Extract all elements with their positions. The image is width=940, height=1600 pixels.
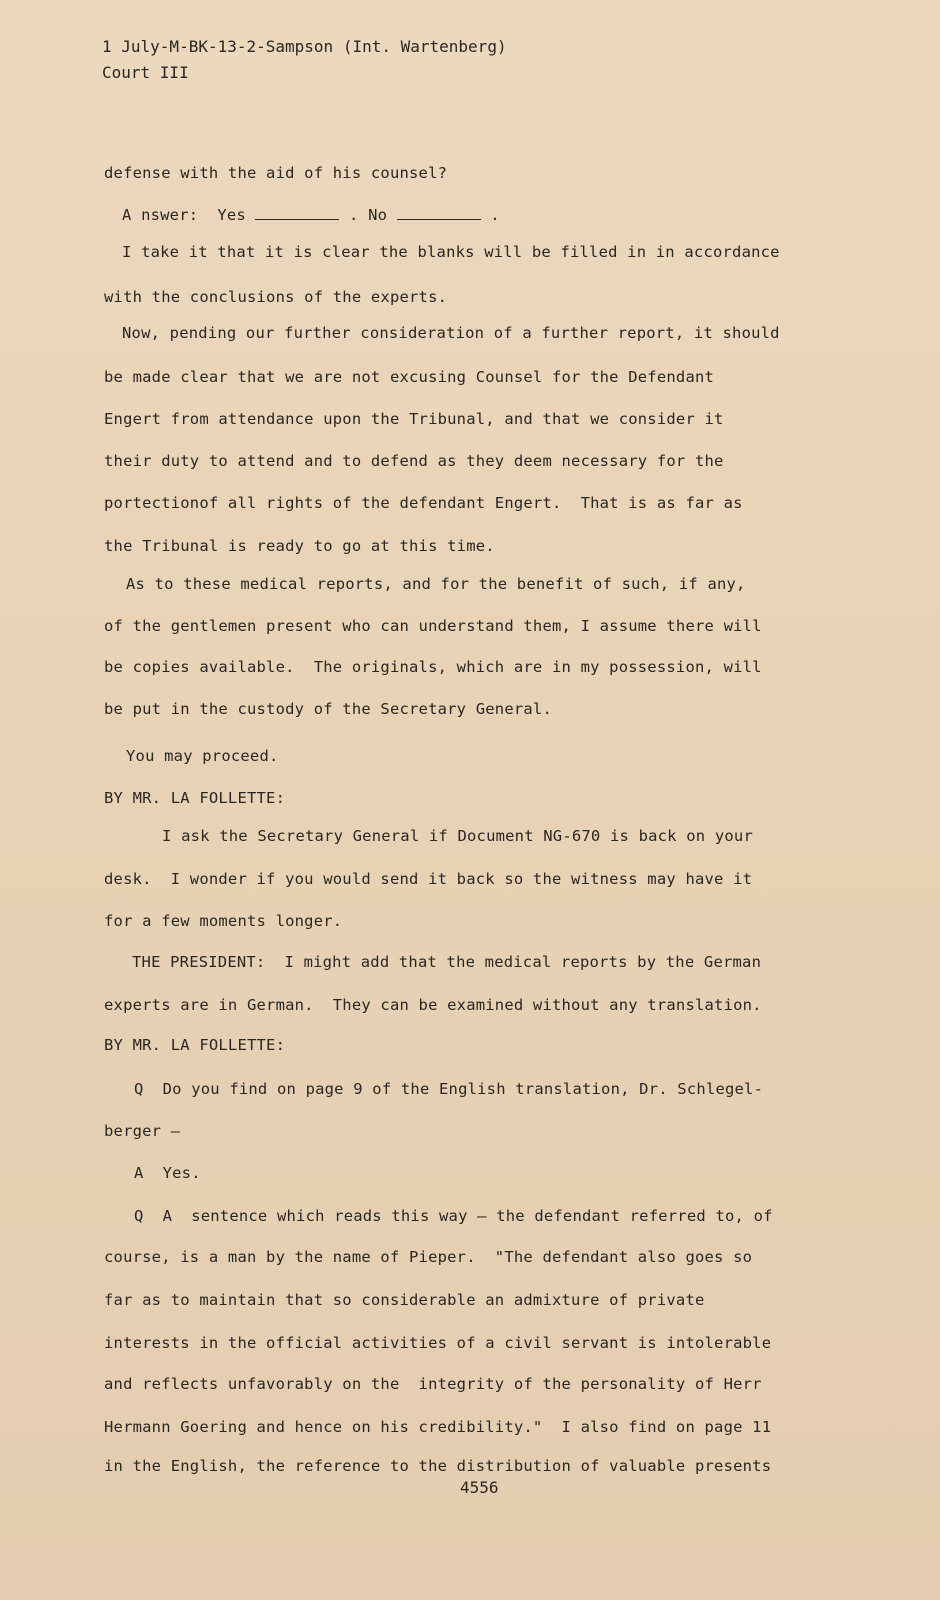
answer-mid: . No	[349, 206, 388, 224]
text-line: and reflects unfavorably on the integrity of the personality of Herr	[104, 1375, 762, 1393]
header-court-line: Court III	[102, 63, 189, 82]
text-line: portectionof all rights of the defendant Engert. That is as far as	[104, 494, 743, 512]
text-line: experts are in German. They can be examined without any translation.	[104, 996, 762, 1014]
text-line: be made clear that we are not excusing Counsel for the Defendant	[104, 368, 715, 386]
text-line: their duty to attend and to defend as they deem necessary for the	[104, 452, 724, 470]
answer-line	[122, 205, 500, 225]
header-case-line: 1 July-M-BK-13-2-Sampson (Int. Wartenberg)	[102, 37, 507, 56]
text-line: THE PRESIDENT: I might add that the medical reports by the German	[132, 953, 762, 971]
text-line: Engert from attendance upon the Tribunal, and that we consider it	[104, 410, 724, 428]
question-line: Q Do you find on page 9 of the English translation, Dr. Schlegel-	[134, 1080, 764, 1098]
text-line: As to these medical reports, and for the benefit of such, if any,	[126, 575, 746, 593]
answer-text-line: A Yes.	[134, 1164, 201, 1182]
text-line: berger —	[104, 1122, 181, 1140]
text-line: in the English, the reference to the distribution of valuable presents	[104, 1457, 772, 1475]
text-line: be put in the custody of the Secretary General.	[104, 700, 552, 718]
text-line: be copies available. The originals, which are in my possession, will	[104, 658, 762, 676]
page-number: 4556	[460, 1478, 499, 1497]
text-line: with the conclusions of the experts.	[104, 288, 448, 306]
text-line: I ask the Secretary General if Document NG-670 is back on your	[162, 827, 753, 845]
text-line: You may proceed.	[126, 747, 279, 765]
text-line: interests in the official activities of a civil servant is intolerable	[104, 1334, 772, 1352]
text-line: Now, pending our further consideration of a further report, it should	[122, 324, 780, 342]
question-line: Q A sentence which reads this way — the defendant referred to, of	[134, 1207, 773, 1225]
answer-end: .	[490, 206, 500, 224]
text-line: far as to maintain that so considerable an admixture of private	[104, 1291, 705, 1309]
text-line: desk. I wonder if you would send it back so the witness may have it	[104, 870, 753, 888]
text-line: course, is a man by the name of Pieper. "The defendant also goes so	[104, 1248, 753, 1266]
text-line: for a few moments longer.	[104, 912, 343, 930]
answer-no-blank	[397, 205, 481, 220]
header	[102, 34, 507, 86]
text-line: the Tribunal is ready to go at this time.	[104, 537, 495, 555]
text-line: Hermann Goering and hence on his credibility." I also find on page 11	[104, 1418, 772, 1436]
text-line: defense with the aid of his counsel?	[104, 164, 448, 182]
speaker-line: BY MR. LA FOLLETTE:	[104, 789, 286, 807]
answer-yes-blank	[255, 205, 339, 220]
text-line: of the gentlemen present who can understand them, I assume there will	[104, 617, 762, 635]
answer-prefix: A nswer: Yes	[122, 206, 246, 224]
text-line: I take it that it is clear the blanks will be filled in in accordance	[122, 243, 780, 261]
speaker-line: BY MR. LA FOLLETTE:	[104, 1036, 286, 1054]
